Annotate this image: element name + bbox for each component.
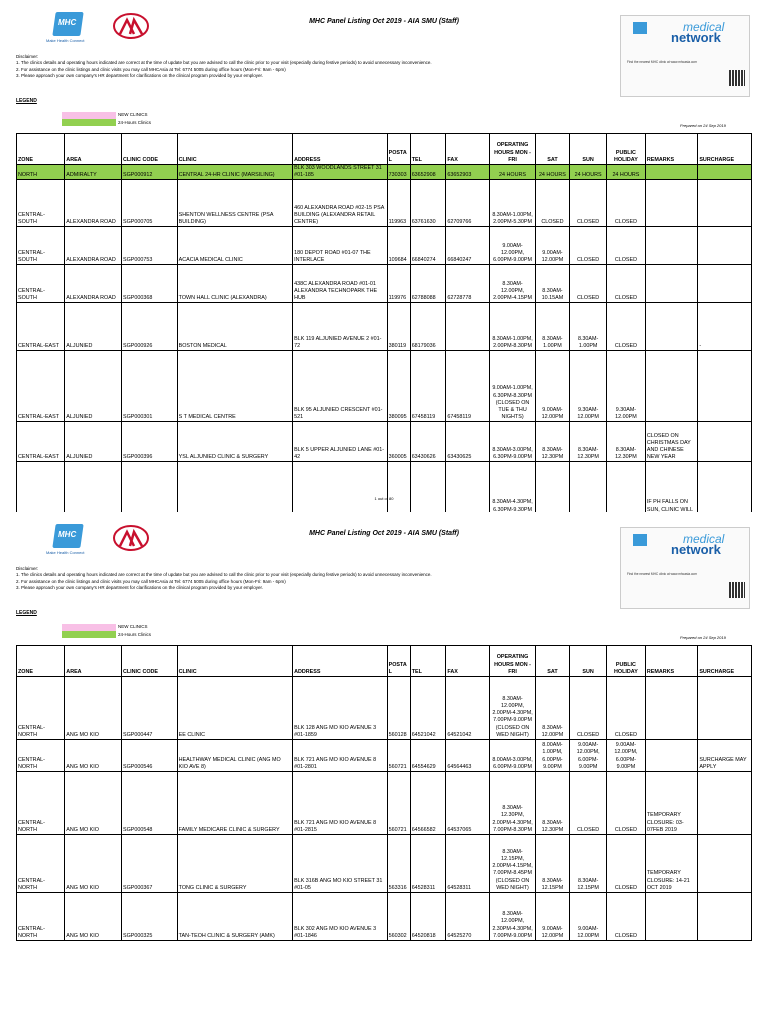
table-cell: 8.30AM-3.00PM, 6.30PM-9.00PM [490, 422, 535, 462]
table-cell: S T MEDICAL CENTRE [177, 351, 292, 422]
table-cell: CLOSED [535, 180, 570, 227]
table-cell: CENTRAL 24-HR CLINIC (MARSILING) [177, 165, 292, 180]
medical-network-card: medical network Find the nearest MHC clinic at www.mhcasia.com [620, 15, 750, 97]
table-cell: TEMPORARY CLOSURE: 03-07FEB 2019 [645, 772, 697, 835]
legend-24h-label: 24-Hours Clinics [118, 120, 152, 125]
table-cell [446, 303, 490, 351]
column-header: REMARKS [645, 646, 697, 677]
table-cell: SGP000753 [121, 227, 177, 265]
qr-code-icon [729, 582, 745, 598]
column-header: ZONE [17, 646, 65, 677]
table-cell: BLK 303 WOODLANDS STREET 31 #01-185 [293, 165, 387, 180]
table-cell: 9.00AM-12.00PM, 6.00PM-9.00PM [607, 740, 646, 772]
table-cell: 119963 [387, 180, 410, 227]
table-cell: 64537065 [446, 772, 490, 835]
table-cell: 63430626 [410, 422, 446, 462]
table-cell: BLK 316B ANG MO KIO STREET 31 #01-05 [293, 835, 387, 893]
table-cell [65, 462, 122, 512]
table-cell: 64564463 [446, 740, 490, 772]
legend-new-label: NEW CLINICS [118, 112, 148, 117]
table-cell: 66840274 [410, 227, 446, 265]
table-cell: 119976 [387, 265, 410, 303]
table-cell: BLK 5 UPPER ALJUNIED LANE #01-42 [293, 422, 387, 462]
table-cell: 8.30AM-4.30PM, 6.30PM-9.30PM [490, 462, 535, 512]
table-cell [607, 462, 646, 512]
table-cell: ALEXANDRA ROAD [65, 265, 122, 303]
legend-24h-swatch [62, 631, 116, 638]
table-cell: CLOSED [607, 835, 646, 893]
table-cell: 8.30AM-10.15AM [535, 265, 570, 303]
table-cell: SGP000926 [121, 303, 177, 351]
table-cell: 63652903 [446, 165, 490, 180]
table-cell: CLOSED [570, 265, 607, 303]
table-cell: 24 HOURS [490, 165, 535, 180]
table-cell: TEMPORARY CLOSURE: 14-21 OCT 2019 [645, 835, 697, 893]
table-cell: 24 HOURS [607, 165, 646, 180]
aia-logo [110, 524, 152, 554]
table-cell [535, 462, 570, 512]
table-cell: HEALTHWAY MEDICAL CLINIC (ANG MO KIO AVE 8) [177, 740, 292, 772]
table-cell: 8.30AM-12.30PM [570, 422, 607, 462]
table-cell [645, 180, 697, 227]
table-cell [698, 893, 752, 941]
table-cell: TONG CLINIC & SURGERY [177, 835, 292, 893]
table-cell: CENTRAL-SOUTH [17, 227, 65, 265]
table-cell: 63761630 [410, 180, 446, 227]
disclaimer: Disclaimer: 1. The clinics details and operating hours indicated are correct at the time of update but you are advised to call the clinic prior to your visit (especially during festive periods) to avoid unnecessary inconvenience. 2. For assistance on the clinic listings and clinic visits you may call MHCAsia at Tel: 6774 5005 during office hours (Mon-Fri: 9am - 6pm) 3. Please approach your own company's HR department for clarifications on the clinical program provided by your employer. [16, 54, 432, 79]
table-cell: ALJUNIED [65, 351, 122, 422]
table-cell: IF PH FALLS ON SUN, CLINIC WILL [645, 462, 697, 512]
legend-new-label: NEW CLINICS [118, 624, 148, 629]
table-row [17, 165, 752, 180]
column-header: FAX [446, 134, 490, 165]
document-title: MHC Panel Listing Oct 2019 - AIA SMU (Staff) [309, 18, 459, 25]
table-cell: 8.30AM-1.00PM, 2.00PM-8.30PM [490, 303, 535, 351]
table-cell: 8.30AM-12.15PM [570, 835, 607, 893]
table-cell: ALEXANDRA ROAD [65, 180, 122, 227]
table-cell: CLOSED [607, 303, 646, 351]
table-cell: CLOSED ON CHRISTMAS DAY AND CHINESE NEW YEAR [645, 422, 697, 462]
table-cell: 62728778 [446, 265, 490, 303]
table-cell: ANG MO KIO [65, 677, 122, 740]
table-cell: 24 HOURS [570, 165, 607, 180]
table-cell: TOWN HALL CLINIC (ALEXANDRA) [177, 265, 292, 303]
table-cell: SGP000447 [121, 677, 177, 740]
document-title: MHC Panel Listing Oct 2019 - AIA SMU (Staff) [309, 530, 459, 537]
table-cell: 8.30AM-12.00PM, 2.00PM-4.15PM [490, 265, 535, 303]
table-cell: 460 ALEXANDRA ROAD #02-15 PSA BUILDING (ALEXANDRA RETAIL CENTRE) [293, 180, 387, 227]
table-cell: 9.00AM-12.00PM [535, 893, 570, 941]
table-cell: 360005 [387, 422, 410, 462]
table-row [17, 462, 752, 512]
column-header: ADDRESS [293, 646, 387, 677]
column-header: CLINIC [177, 646, 292, 677]
table-cell: 64525270 [446, 893, 490, 941]
table-cell [645, 351, 697, 422]
table-cell [698, 835, 752, 893]
table-cell: CENTRAL-SOUTH [17, 265, 65, 303]
table-cell [698, 772, 752, 835]
table-cell: 8.30AM-12.30PM [535, 422, 570, 462]
table-cell [645, 677, 697, 740]
column-header: FAX [446, 646, 490, 677]
legend-new-swatch [62, 624, 116, 631]
table-cell: BLK 128 ANG MO KIO AVENUE 3 #01-1859 [293, 677, 387, 740]
table-cell: CLOSED [607, 772, 646, 835]
table-cell: SGP000301 [121, 351, 177, 422]
table-cell: 9.00AM-12.00PM, 6.00PM-9.00PM [570, 740, 607, 772]
table-cell: CLOSED [607, 677, 646, 740]
table-cell: 109684 [387, 227, 410, 265]
table-cell: BOSTON MEDICAL [177, 303, 292, 351]
clinic-table-page-1 [16, 133, 752, 512]
table-cell: - [698, 303, 752, 351]
table-cell: 9.00AM-1.00PM, 6.30PM-8.30PM (CLOSED ON TUE & THU NIGHTS) [490, 351, 535, 422]
medical-network-card: medical network Find the nearest MHC clinic at www.mhcasia.com [620, 527, 750, 609]
table-row [17, 351, 752, 422]
table-cell: 62709766 [446, 180, 490, 227]
table-cell: SGP000548 [121, 772, 177, 835]
table-cell: SGP000325 [121, 893, 177, 941]
table-cell: CENTRAL-EAST [17, 351, 65, 422]
column-header: SUN [570, 134, 607, 165]
table-cell: 9.00AM-12.00PM [535, 351, 570, 422]
table-cell: SGP000912 [121, 165, 177, 180]
table-cell: 9.00AM-12.00PM, 6.00PM-9.00PM [490, 227, 535, 265]
table-row [17, 677, 752, 740]
table-header-row [17, 646, 752, 677]
table-cell: 8.30AM-12.00PM, 2.30PM-4.30PM, 7.00PM-9.00PM [490, 893, 535, 941]
table-cell: CENTRAL-NORTH [17, 893, 65, 941]
column-header: PUBLIC HOLIDAY [607, 646, 646, 677]
prepared-date: Prepared on 24 Sep 2019 [680, 635, 726, 640]
table-cell: 9.00AM-12.00PM [570, 893, 607, 941]
clinic-table-page-2 [16, 645, 752, 941]
table-cell [121, 462, 177, 512]
table-cell: ALEXANDRA ROAD [65, 227, 122, 265]
column-header: REMARKS [645, 134, 697, 165]
table-cell: SGP000705 [121, 180, 177, 227]
table-row [17, 227, 752, 265]
table-cell: 62788088 [410, 265, 446, 303]
column-header: AREA [65, 134, 122, 165]
table-cell: 8.30AM-12.30PM [607, 422, 646, 462]
table-header-row [17, 134, 752, 165]
table-cell: CLOSED [607, 227, 646, 265]
table-cell: 67458119 [446, 351, 490, 422]
table-cell [410, 462, 446, 512]
table-cell: NORTH [17, 165, 65, 180]
table-cell: BLK 721 ANG MO KIO AVENUE 8 #01-2801 [293, 740, 387, 772]
column-header: OPERATING HOURS MON - FRI [490, 646, 535, 677]
table-cell [293, 462, 387, 512]
table-cell: ANG MO KIO [65, 835, 122, 893]
column-header: CLINIC [177, 134, 292, 165]
table-cell: CLOSED [570, 677, 607, 740]
column-header: PUBLIC HOLIDAY [607, 134, 646, 165]
table-cell: CENTRAL-NORTH [17, 740, 65, 772]
table-cell: CLOSED [570, 772, 607, 835]
table-row [17, 740, 752, 772]
table-cell [698, 265, 752, 303]
table-cell: CENTRAL-SOUTH [17, 180, 65, 227]
table-row [17, 422, 752, 462]
table-cell: 560721 [387, 772, 410, 835]
table-cell: 24 HOURS [535, 165, 570, 180]
table-cell: 8.30AM-12.00PM [535, 677, 570, 740]
prepared-date: Prepared on 24 Sep 2019 [680, 123, 726, 128]
table-cell: BLK 302 ANG MO KIO AVENUE 3 #01-1846 [293, 893, 387, 941]
table-cell: 8.30AM-12.30PM, 2.00PM-4.30PM, 7.00PM-8.30PM [490, 772, 535, 835]
table-cell: ANG MO KIO [65, 893, 122, 941]
table-cell [446, 462, 490, 512]
table-cell: 8.30AM-1.00PM [570, 303, 607, 351]
column-header: OPERATING HOURS MON - FRI [490, 134, 535, 165]
table-cell: 64528311 [446, 835, 490, 893]
column-header: CLINIC CODE [121, 134, 177, 165]
table-row [17, 180, 752, 227]
table-cell: YSL ALJUNIED CLINIC & SURGERY [177, 422, 292, 462]
legend-24h-swatch [62, 119, 116, 126]
table-cell [645, 265, 697, 303]
column-header: ZONE [17, 134, 65, 165]
table-cell: 380095 [387, 351, 410, 422]
table-cell: 8.30AM-12.00PM, 2.00PM-4.30PM, 7.00PM-9.00PM (CLOSED ON WED NIGHT) [490, 677, 535, 740]
column-header: ADDRESS [293, 134, 387, 165]
table-cell [698, 227, 752, 265]
table-cell: 8.30AM-1.00PM, 2.00PM-5.30PM [490, 180, 535, 227]
table-cell: 66840247 [446, 227, 490, 265]
table-cell: BLK 721 ANG MO KIO AVENUE 8 #01-2815 [293, 772, 387, 835]
table-cell: 63652908 [410, 165, 446, 180]
table-cell: SGP000367 [121, 835, 177, 893]
column-header: SURCHARGE [698, 646, 752, 677]
table-cell: 9.30AM-12.00PM [570, 351, 607, 422]
table-cell: CENTRAL-EAST [17, 303, 65, 351]
table-cell: 9.30AM-12.00PM [607, 351, 646, 422]
table-cell: 64528311 [410, 835, 446, 893]
table-cell: ALJUNIED [65, 303, 122, 351]
table-cell: 560302 [387, 893, 410, 941]
legend-heading: LEGEND [16, 98, 37, 104]
legend-new-swatch [62, 112, 116, 119]
table-cell: SGP000396 [121, 422, 177, 462]
table-cell: 64521042 [410, 677, 446, 740]
page-2 [0, 512, 768, 1024]
table-cell [698, 180, 752, 227]
table-row [17, 835, 752, 893]
table-cell: CLOSED [570, 180, 607, 227]
table-cell: ALJUNIED [65, 422, 122, 462]
table-cell: SURCHARGE MAY APPLY [698, 740, 752, 772]
column-header: SURCHARGE [698, 134, 752, 165]
table-cell [698, 351, 752, 422]
table-cell: 8.30AM-1.00PM [535, 303, 570, 351]
table-row [17, 893, 752, 941]
table-cell [645, 740, 697, 772]
column-header: TEL [410, 646, 446, 677]
legend-24h-label: 24-Hours Clinics [118, 632, 152, 637]
table-cell: CENTRAL-NORTH [17, 835, 65, 893]
table-cell: CLOSED [570, 227, 607, 265]
table-cell: CLOSED [607, 893, 646, 941]
table-cell: ANG MO KIO [65, 740, 122, 772]
table-cell: 563316 [387, 835, 410, 893]
table-cell: SGP000546 [121, 740, 177, 772]
disclaimer: Disclaimer: 1. The clinics details and operating hours indicated are correct at the time of update but you are advised to call the clinic prior to your visit (especially during festive periods) to avoid unnecessary inconvenience. 2. For assistance on the clinic listings and clinic visits you may call MHCAsia at Tel: 6774 5005 during office hours (Mon-Fri: 9am - 6pm) 3. Please approach your own company's HR department for clarifications on the clinical program provided by your employer. [16, 566, 432, 591]
table-cell: TAN-TEOH CLINIC & SURGERY (AMK) [177, 893, 292, 941]
table-cell [645, 165, 697, 180]
table-cell [645, 227, 697, 265]
table-cell: CLOSED [607, 265, 646, 303]
table-cell: ACACIA MEDICAL CLINIC [177, 227, 292, 265]
table-cell [698, 677, 752, 740]
table-row [17, 772, 752, 835]
table-cell: ADMIRALTY [65, 165, 122, 180]
table-cell: 8.30AM-12.15PM, 2.00PM-4.15PM, 7.00PM-8.45PM (CLOSED ON WED NIGHT) [490, 835, 535, 893]
table-cell: 180 DEPOT ROAD #01-07 THE INTERLACE [293, 227, 387, 265]
table-cell: 64566582 [410, 772, 446, 835]
table-cell [387, 462, 410, 512]
qr-code-icon [729, 70, 745, 86]
table-cell: EE CLINIC [177, 677, 292, 740]
table-cell [698, 165, 752, 180]
table-cell: CENTRAL-NORTH [17, 772, 65, 835]
table-cell: CENTRAL-EAST [17, 422, 65, 462]
table-row [17, 265, 752, 303]
column-header: SAT [535, 134, 570, 165]
table-cell: 560721 [387, 740, 410, 772]
table-cell: 64554629 [410, 740, 446, 772]
mhc-logo: MHC Make Health Connect [46, 12, 92, 46]
table-cell: 8.00AM-3.00PM, 6.00PM-9.00PM [490, 740, 535, 772]
table-cell: SGP000368 [121, 265, 177, 303]
table-cell [570, 462, 607, 512]
table-cell: ANG MO KIO [65, 772, 122, 835]
column-header: TEL [410, 134, 446, 165]
table-cell: 9.00AM-12.00PM [535, 227, 570, 265]
table-cell: 68179036 [410, 303, 446, 351]
table-cell [645, 303, 697, 351]
table-cell: 63430625 [446, 422, 490, 462]
column-header: AREA [65, 646, 122, 677]
table-cell [17, 462, 65, 512]
table-cell: CLOSED [607, 180, 646, 227]
legend-heading: LEGEND [16, 610, 37, 616]
table-row [17, 303, 752, 351]
table-cell: 560128 [387, 677, 410, 740]
page-number: 1 out of 80 [374, 496, 394, 501]
table-cell: 730303 [387, 165, 410, 180]
table-cell: CENTRAL-NORTH [17, 677, 65, 740]
table-cell: BLK 119 ALJUNIED AVENUE 2 #01-72 [293, 303, 387, 351]
column-header: CLINIC CODE [121, 646, 177, 677]
column-header: SUN [570, 646, 607, 677]
column-header: SAT [535, 646, 570, 677]
table-cell [177, 462, 292, 512]
table-cell [645, 893, 697, 941]
column-header: POSTAL [387, 134, 410, 165]
aia-logo [110, 12, 152, 42]
table-cell: 8.30AM-12.30PM [535, 772, 570, 835]
table-cell: SHENTON WELLNESS CENTRE (PSA BUILDING) [177, 180, 292, 227]
table-cell: 380119 [387, 303, 410, 351]
table-cell: 8.00AM-1.00PM, 6.00PM-9.00PM [535, 740, 570, 772]
mhc-logo: MHC Make Health Connect [46, 524, 92, 558]
table-cell: BLK 95 ALJUNIED CRESCENT #01-521 [293, 351, 387, 422]
table-cell: 64520818 [410, 893, 446, 941]
table-cell [698, 422, 752, 462]
table-cell: 64521042 [446, 677, 490, 740]
table-cell: 8.30AM-12.15PM [535, 835, 570, 893]
table-cell: FAMILY MEDICARE CLINIC & SURGERY [177, 772, 292, 835]
column-header: POSTAL [387, 646, 410, 677]
table-cell [698, 462, 752, 512]
table-cell: 67458119 [410, 351, 446, 422]
table-cell: 438C ALEXANDRA ROAD #01-01 ALEXANDRA TECHNOPARK THE HUB [293, 265, 387, 303]
